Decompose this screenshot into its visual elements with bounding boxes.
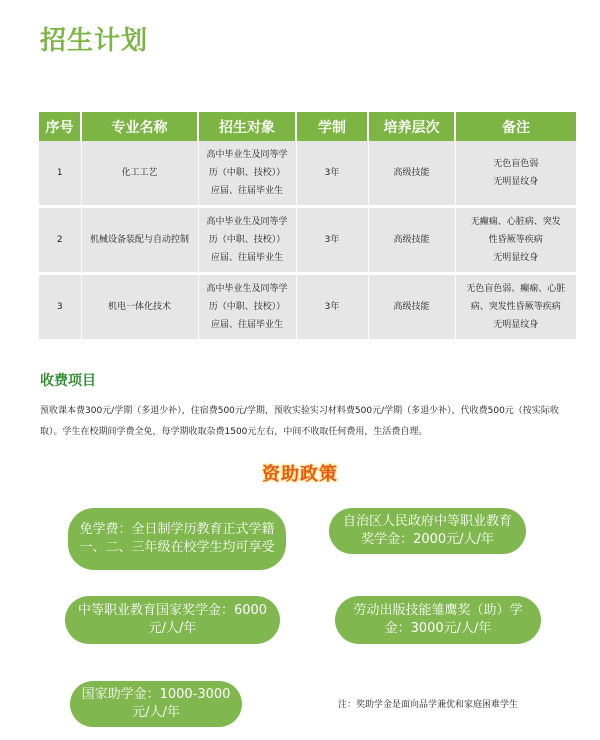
cell-duration: 3年	[296, 207, 368, 274]
cell-text: 无色盲色弱、癫痫、心脏	[466, 284, 566, 294]
header-no: 序号	[39, 112, 81, 141]
aid-item-national-grant: 国家助学金：1000-3000元/人/年	[70, 681, 242, 727]
cell-duration: 3年	[296, 274, 368, 341]
cell-target	[198, 274, 296, 341]
cell-text: 应届、往届毕业生	[210, 253, 283, 263]
cell-text: 历（中职、技校））	[208, 302, 286, 312]
fees-heading: 收费项目	[40, 373, 96, 389]
cell-level: 高级技能	[368, 207, 455, 274]
header-remark: 备注	[455, 112, 576, 141]
table-row	[39, 207, 576, 274]
cell-text: 无明显纹身	[493, 253, 539, 263]
aid-item-tuition-free: 免学费：全日制学历教育正式学籍一、二、三年级在校学生均可享受	[68, 508, 286, 570]
table-row	[39, 274, 576, 341]
cell-duration: 3年	[296, 141, 368, 207]
cell-target	[198, 141, 296, 207]
header-duration: 学制	[296, 112, 368, 141]
cell-text: 高中毕业生及同等学	[206, 150, 288, 160]
cell-level: 高级技能	[368, 141, 455, 207]
table-row	[39, 141, 576, 207]
cell-text: 高中毕业生及同等学	[206, 217, 288, 227]
aid-note: 注：奖助学金是面向品学兼优和家庭困难学生	[338, 700, 519, 710]
cell-text: 病、突发性昏厥等疾病	[470, 302, 561, 312]
cell-major: 机电一体化技术	[81, 274, 198, 341]
cell-no: 1	[39, 141, 81, 207]
cell-major: 机械设备装配与自动控制	[81, 207, 198, 274]
table-header-row	[39, 112, 576, 141]
cell-major: 化工工艺	[81, 141, 198, 207]
cell-target	[198, 207, 296, 274]
cell-text: 历（中职、技校））	[208, 235, 286, 245]
cell-text: 无明显纹身	[493, 177, 539, 187]
cell-text: 无癫痫、心脏病、突发	[470, 217, 561, 227]
cell-remark	[455, 207, 576, 274]
cell-text: 高中毕业生及同等学	[206, 284, 288, 294]
aid-item-regional-scholarship: 自治区人民政府中等职业教育奖学金：2000元/人/年	[329, 508, 526, 554]
cell-no: 2	[39, 207, 81, 274]
cell-text: 无色盲色弱	[493, 159, 539, 169]
aid-item-national-scholarship: 中等职业教育国家奖学金：6000元/人/年	[65, 596, 280, 644]
fees-paragraph: 预收课本费300元/学期（多退少补），住宿费500元/学期，预收实验实习材料费500元/学期（多退少补），代收费500元（按实际收取）。学生在校期间学费全免，每学期收取杂费1500元左右，中间不收取任何费用，生活费自理。	[40, 406, 559, 437]
cell-no: 3	[39, 274, 81, 341]
header-major: 专业名称	[81, 112, 198, 141]
cell-text: 无明显纹身	[493, 320, 539, 330]
cell-text: 性昏厥等疾病	[488, 235, 543, 245]
cell-level: 高级技能	[368, 274, 455, 341]
aid-heading: 资助政策	[262, 464, 338, 485]
cell-remark	[455, 274, 576, 341]
aid-item-skills-scholarship: 劳动出版技能雏鹰奖（助）学金：3000元/人/年	[335, 596, 541, 644]
cell-remark	[455, 141, 576, 207]
cell-text: 应届、往届毕业生	[210, 186, 283, 196]
header-level: 培养层次	[368, 112, 455, 141]
cell-text: 应届、往届毕业生	[210, 320, 283, 330]
enrollment-table	[39, 112, 576, 342]
page-title: 招生计划	[40, 26, 149, 56]
header-target: 招生对象	[198, 112, 296, 141]
cell-text: 历（中职、技校））	[208, 168, 286, 178]
